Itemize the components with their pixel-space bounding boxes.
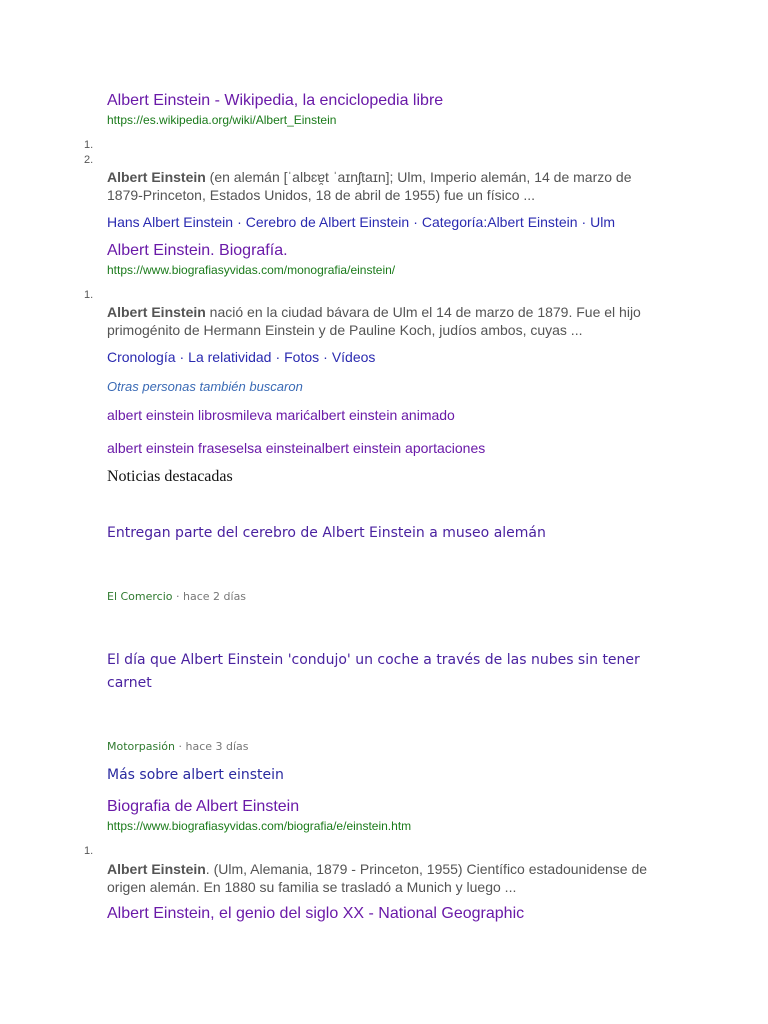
- news-title-2[interactable]: El día que Albert Einstein 'condujo' un coche a través de las nubes sin tener carnet: [107, 652, 640, 691]
- snippet-text: nació en la ciudad bávara de Ulm el 14 de marzo de 1879. Fue el hijo primogénito de Hermann Einstein y de Pauline Koch, judíos ambos, cuyas ...: [107, 304, 641, 338]
- sitelinks-wikipedia: Hans Albert Einstein · Cerebro de Albert Einstein · Categoría:Albert Einstein · Ulm: [107, 214, 616, 230]
- result-snippet-wikipedia: [107, 168, 667, 204]
- result-url-biografia[interactable]: https://www.biografiasyvidas.com/monografia/einstein/: [107, 263, 396, 277]
- list-marker: 1.: [84, 289, 94, 301]
- sitelink-cronologia[interactable]: Cronología: [107, 349, 176, 365]
- sitelink-relatividad[interactable]: La relatividad: [188, 349, 272, 365]
- snippet-text: . (Ulm, Alemania, 1879 - Princeton, 1955) Científico estadounidense de origen alemán. En 1880 su familia se trasladó a Munich y luego ...: [107, 861, 648, 895]
- sitelink-categoria[interactable]: Categoría:Albert Einstein: [421, 214, 578, 230]
- sitelink-cerebro[interactable]: Cerebro de Albert Einstein: [245, 214, 410, 230]
- result-title-natgeo[interactable]: Albert Einstein, el genio del siglo XX - National Geographic: [107, 905, 525, 922]
- list-marker: 1.: [84, 845, 94, 857]
- news-meta-2: [107, 740, 249, 753]
- related-searches-title: Otras personas también buscaron: [107, 379, 303, 394]
- news-title-1[interactable]: Entregan parte del cerebro de Albert Einstein a museo alemán: [107, 525, 546, 541]
- news-time-2: · hace 3 días: [175, 740, 249, 753]
- result-url-wikipedia[interactable]: https://es.wikipedia.org/wiki/Albert_Einstein: [107, 113, 337, 127]
- sitelinks-biografia: Cronología · La relatividad · Fotos · Vídeos: [107, 349, 376, 365]
- result-title-biografia-2[interactable]: Biografia de Albert Einstein: [107, 798, 300, 815]
- sitelink-ulm[interactable]: Ulm: [590, 214, 616, 230]
- related-searches-row-2[interactable]: albert einstein fraseselsa einsteinalbert einstein aportaciones: [107, 440, 486, 456]
- result-url-biografia-2[interactable]: https://www.biografiasyvidas.com/biografia/e/einstein.htm: [107, 819, 412, 833]
- sitelink-fotos[interactable]: Fotos: [284, 349, 320, 365]
- news-time-1: · hace 2 días: [172, 590, 247, 603]
- list-marker: 2.: [84, 154, 94, 166]
- top-stories-heading: Noticias destacadas: [107, 468, 233, 485]
- more-news-link[interactable]: Más sobre albert einstein: [107, 767, 284, 783]
- news-meta-1: [107, 590, 246, 603]
- result-snippet-biografia: [107, 303, 667, 339]
- snippet-text: (en alemán [ˈalbɛɐ̯t ˈaɪnʃtaɪn]; Ulm, Imperio alemán, 14 de marzo de 1879-Princeton, Estados Unidos, 18 de abril de 1955) fue un físico ...: [107, 169, 632, 203]
- sitelink-hans-albert[interactable]: Hans Albert Einstein: [107, 214, 234, 230]
- snippet-bold: Albert Einstein: [107, 169, 206, 185]
- snippet-bold: Albert Einstein: [107, 861, 206, 877]
- result-title-biografia[interactable]: Albert Einstein. Biografía.: [107, 242, 288, 259]
- news-source-1: El Comercio: [107, 590, 173, 603]
- snippet-bold: Albert Einstein: [107, 304, 206, 320]
- sitelink-videos[interactable]: Vídeos: [331, 349, 376, 365]
- related-searches-row-1[interactable]: albert einstein librosmileva marićalbert einstein animado: [107, 407, 455, 423]
- news-source-2: Motorpasión: [107, 740, 175, 753]
- result-title-wikipedia[interactable]: Albert Einstein - Wikipedia, la enciclopedia libre: [107, 92, 444, 109]
- list-marker: 1.: [84, 139, 94, 151]
- result-snippet-biografia-2: [107, 860, 667, 896]
